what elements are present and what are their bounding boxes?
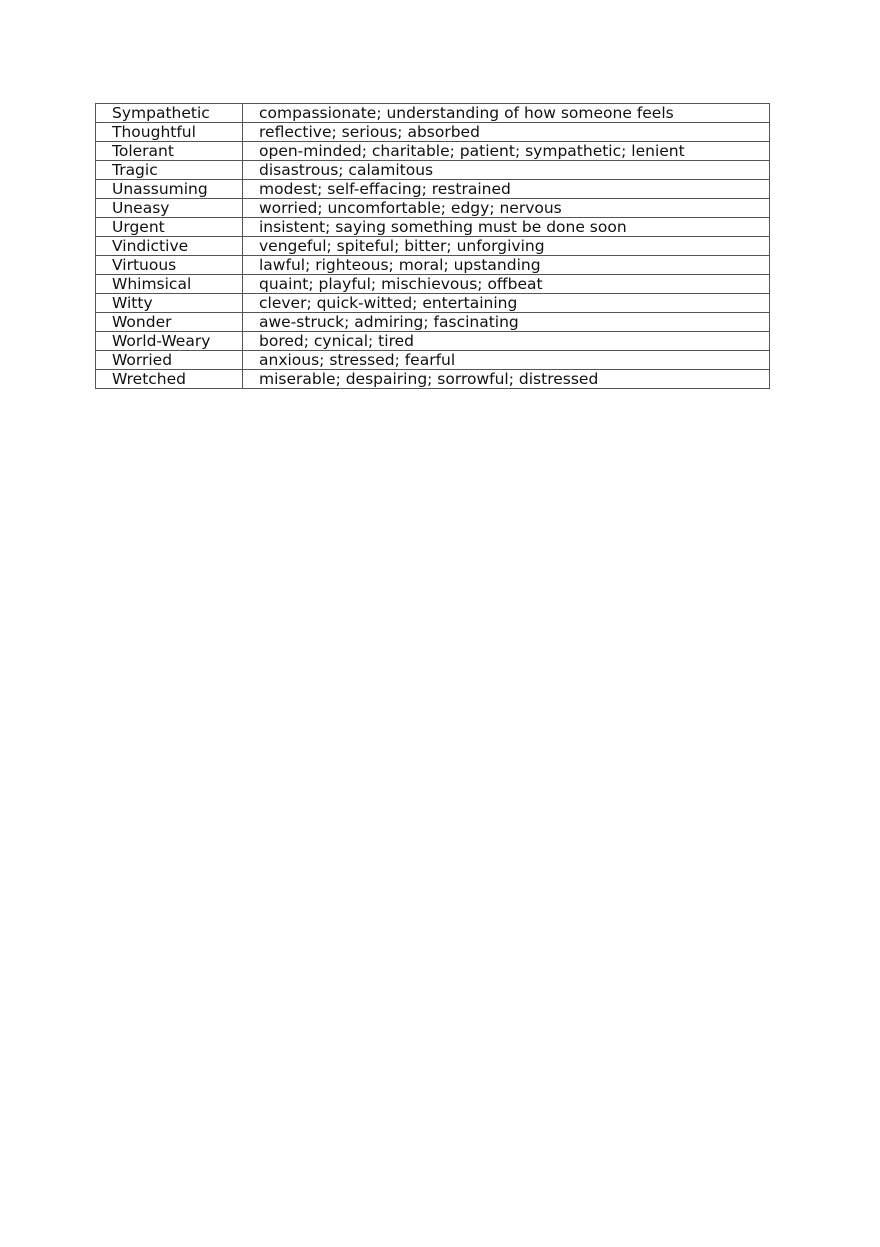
word-cell: Tolerant <box>96 142 243 161</box>
word-cell: Thoughtful <box>96 123 243 142</box>
table-row <box>96 161 770 180</box>
table-row <box>96 370 770 389</box>
definition-cell: bored; cynical; tired <box>243 332 770 351</box>
definition-cell: worried; uncomfortable; edgy; nervous <box>243 199 770 218</box>
definition-cell: lawful; righteous; moral; upstanding <box>243 256 770 275</box>
definition-cell: compassionate; understanding of how someone feels <box>243 104 770 123</box>
definition-cell: awe-struck; admiring; fascinating <box>243 313 770 332</box>
word-cell: Uneasy <box>96 199 243 218</box>
table-row <box>96 351 770 370</box>
word-cell: Worried <box>96 351 243 370</box>
word-cell: Urgent <box>96 218 243 237</box>
table-row <box>96 332 770 351</box>
table-row <box>96 313 770 332</box>
definition-cell: open-minded; charitable; patient; sympathetic; lenient <box>243 142 770 161</box>
table-row <box>96 256 770 275</box>
definition-cell: clever; quick-witted; entertaining <box>243 294 770 313</box>
word-cell: World-Weary <box>96 332 243 351</box>
word-cell: Witty <box>96 294 243 313</box>
table-row <box>96 123 770 142</box>
table-row <box>96 142 770 161</box>
table-row <box>96 199 770 218</box>
table-row <box>96 294 770 313</box>
definition-cell: reflective; serious; absorbed <box>243 123 770 142</box>
definition-cell: disastrous; calamitous <box>243 161 770 180</box>
table-row <box>96 104 770 123</box>
definition-cell: miserable; despairing; sorrowful; distressed <box>243 370 770 389</box>
word-cell: Sympathetic <box>96 104 243 123</box>
definition-cell: anxious; stressed; fearful <box>243 351 770 370</box>
definition-cell: modest; self-effacing; restrained <box>243 180 770 199</box>
table-row <box>96 218 770 237</box>
definition-cell: insistent; saying something must be done soon <box>243 218 770 237</box>
table-row <box>96 237 770 256</box>
word-cell: Unassuming <box>96 180 243 199</box>
word-cell: Tragic <box>96 161 243 180</box>
definition-cell: vengeful; spiteful; bitter; unforgiving <box>243 237 770 256</box>
definition-cell: quaint; playful; mischievous; offbeat <box>243 275 770 294</box>
vocabulary-table <box>95 103 770 389</box>
word-cell: Vindictive <box>96 237 243 256</box>
table-row <box>96 275 770 294</box>
word-cell: Virtuous <box>96 256 243 275</box>
word-cell: Whimsical <box>96 275 243 294</box>
word-cell: Wretched <box>96 370 243 389</box>
table-row <box>96 180 770 199</box>
word-cell: Wonder <box>96 313 243 332</box>
